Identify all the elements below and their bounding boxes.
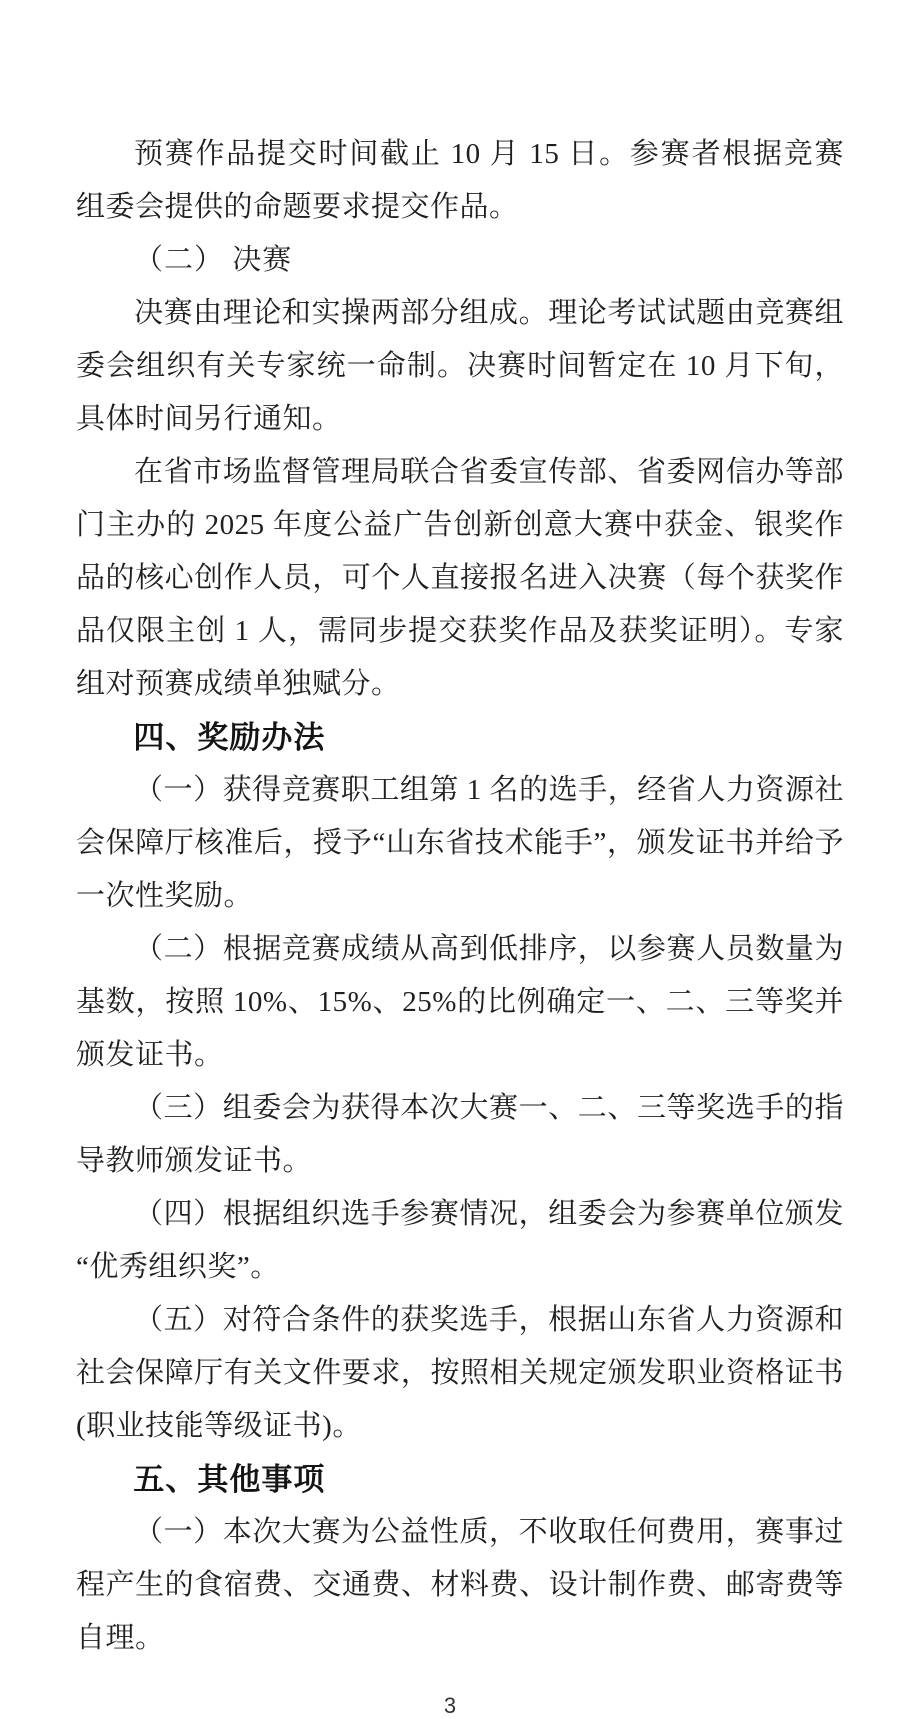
section-heading-other-matters: 五、其他事项 [133, 1462, 326, 1497]
paragraph-reward-instructors: （三）组委会为获得本次大赛一、二、三等奖选手的指导教师颁发证书。 [76, 1092, 844, 1177]
paragraph-direct-entry: 在省市场监督管理局联合省委宣传部、省委网信办等部门主办的 2025 年度公益广告创新创意大赛中获金、银奖作品的核心创作人员，可个人直接报名进入决赛（每个获奖作品仅限主创 1 人，需同步提交获奖作品及获奖证明）。专家组对预赛成绩单独赋分。 [76, 456, 844, 700]
paragraph-reward-organizations: （四）根据组织选手参赛情况，组委会为参赛单位颁发“优秀组织奖”。 [76, 1198, 844, 1283]
paragraph-reward-tiers: （二）根据竞赛成绩从高到低排序，以参赛人员数量为基数，按照 10%、15%、25%的比例确定一、二、三等奖并颁发证书。 [76, 933, 844, 1071]
paragraph-reward-certificates: （五）对符合条件的获奖选手，根据山东省人力资源和社会保障厅有关文件要求，按照相关规定颁发职业资格证书(职业技能等级证书)。 [76, 1304, 844, 1442]
paragraph-fees: （一）本次大赛为公益性质，不收取任何费用，赛事过程产生的食宿费、交通费、材料费、设计制作费、邮寄费等自理。 [76, 1516, 844, 1654]
subheading-finals: （二） 决赛 [134, 244, 293, 276]
document-body [76, 128, 844, 1665]
section-heading-rewards: 四、奖励办法 [133, 720, 326, 755]
paragraph-reward-first-place: （一）获得竞赛职工组第 1 名的选手，经省人力资源社会保障厅核准后，授予“山东省技术能手”，颁发证书并给予一次性奖励。 [76, 774, 844, 912]
paragraph-finals-format: 决赛由理论和实操两部分组成。理论考试试题由竞赛组委会组织有关专家统一命制。决赛时间暂定在 10 月下旬，具体时间另行通知。 [76, 297, 844, 435]
paragraph-preliminary-deadline: 预赛作品提交时间截止 10 月 15 日。参赛者根据竞赛组委会提供的命题要求提交作品。 [76, 138, 844, 223]
page-number: 3 [443, 1693, 457, 1718]
